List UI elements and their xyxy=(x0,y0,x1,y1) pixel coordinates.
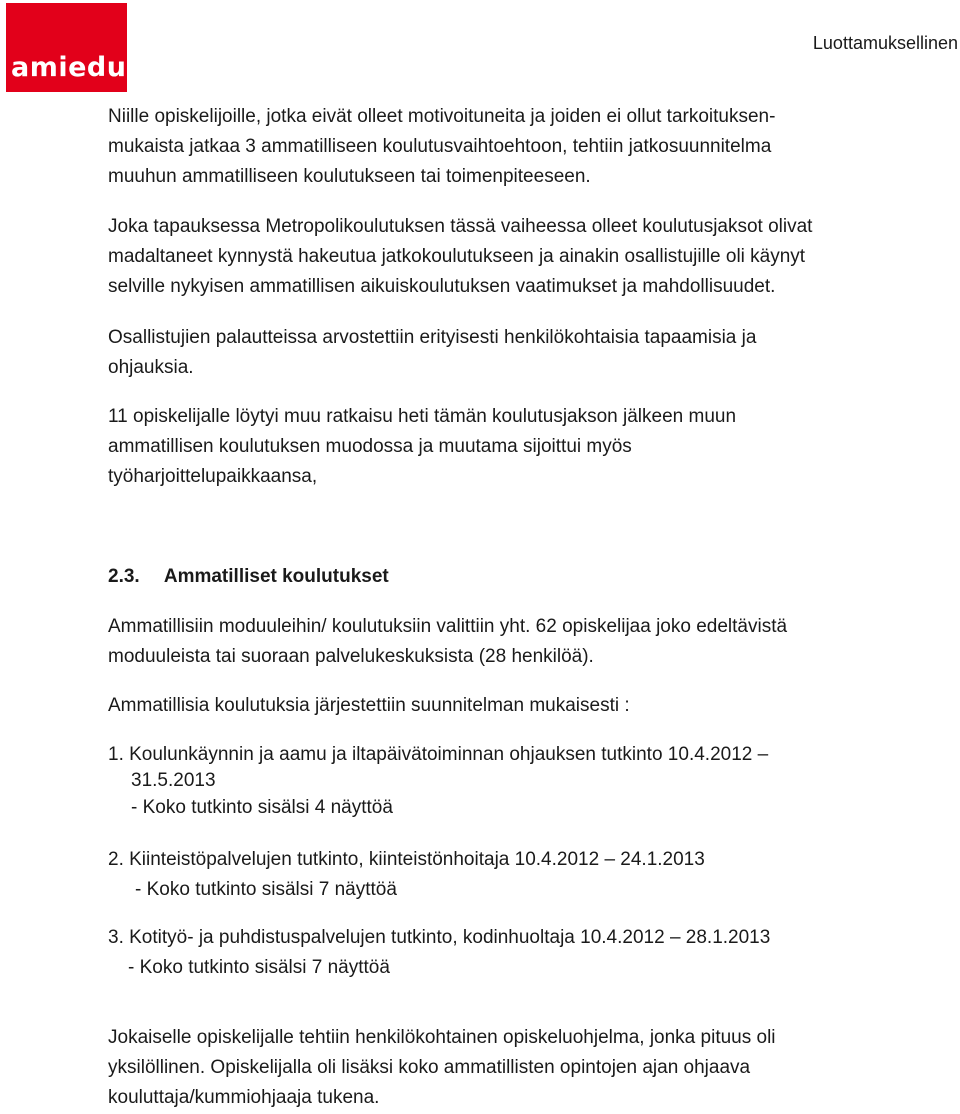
amiedu-logo xyxy=(6,3,127,92)
text-line: Osallistujien palautteissa arvostettiin erityisesti henkilökohtaisia tapaamisia ja xyxy=(108,327,757,348)
text-line: yksilöllinen. Opiskelijalla oli lisäksi koko ammatillisten opintojen ajan ohjaava xyxy=(108,1057,751,1078)
text-line: moduuleista tai suoraan palvelukeskuksista (28 henkilöä). xyxy=(108,646,594,667)
text-line: selville nykyisen ammatillisen aikuiskoulutuksen vaatimukset ja mahdollisuudet. xyxy=(108,276,776,297)
text-line: Ammatillisiin moduuleihin/ koulutuksiin valittiin yht. 62 opiskelijaa joko edeltävistä xyxy=(108,616,788,637)
list-item-2 xyxy=(108,845,705,905)
paragraph-1 xyxy=(108,102,775,192)
paragraph-6 xyxy=(108,691,630,721)
text-line: muuhun ammatilliseen koulutukseen tai toimenpiteeseen. xyxy=(108,166,591,187)
logo-text: amiedu xyxy=(11,52,127,83)
text-line: Joka tapauksessa Metropolikoulutuksen tässä vaiheessa olleet koulutusjaksot olivat xyxy=(108,216,813,237)
classification-label: Luottamuksellinen xyxy=(812,33,958,53)
list-item-title: 3. Kotityö- ja puhdistuspalvelujen tutkinto, kodinhuoltaja 10.4.2012 – 28.1.2013 xyxy=(108,927,771,948)
text-line: ohjauksia. xyxy=(108,357,194,378)
text-line: Niille opiskelijoille, jotka eivät olleet motivoituneita ja joiden ei ollut tarkoituksen- xyxy=(108,106,776,127)
list-item-detail: - Koko tutkinto sisälsi 4 näyttöä xyxy=(131,797,393,818)
paragraph-5 xyxy=(108,612,787,672)
list-item-continuation: 31.5.2013 xyxy=(131,770,216,791)
text-line: kouluttaja/kummiohjaaja tukena. xyxy=(108,1087,380,1108)
section-title: Ammatilliset koulutukset xyxy=(163,566,389,587)
text-line: 11 opiskelijalle löytyi muu ratkaisu heti tämän koulutusjakson jälkeen muun xyxy=(108,406,737,427)
text-line: Ammatillisia koulutuksia järjestettiin suunnitelman mukaisesti : xyxy=(108,695,630,716)
text-line: työharjoittelupaikkaansa, xyxy=(108,466,318,487)
text-line: Jokaiselle opiskelijalle tehtiin henkilökohtainen opiskeluohjelma, jonka pituus oli xyxy=(108,1027,776,1048)
list-item-detail: - Koko tutkinto sisälsi 7 näyttöä xyxy=(135,879,397,900)
list-item-detail: - Koko tutkinto sisälsi 7 näyttöä xyxy=(128,957,390,978)
section-number: 2.3. xyxy=(108,566,140,587)
text-line: madaltaneet kynnystä hakeutua jatkokoulutukseen ja ainakin osallistujille oli käynyt xyxy=(108,246,806,267)
list-item-1 xyxy=(108,740,768,823)
list-item-title: 2. Kiinteistöpalvelujen tutkinto, kiinteistönhoitaja 10.4.2012 – 24.1.2013 xyxy=(108,849,705,870)
text-line: ammatillisen koulutuksen muodossa ja muutama sijoittui myös xyxy=(108,436,632,457)
list-item-3 xyxy=(108,923,770,983)
paragraph-2 xyxy=(108,212,812,302)
closing-paragraph xyxy=(108,1023,776,1113)
list-item-title: 1. Koulunkäynnin ja aamu ja iltapäivätoiminnan ohjauksen tutkinto 10.4.2012 – xyxy=(108,744,769,765)
section-heading xyxy=(108,562,389,592)
text-line: mukaista jatkaa 3 ammatilliseen koulutusvaihtoehtoon, tehtiin jatkosuunnitelma xyxy=(108,136,772,157)
paragraph-3 xyxy=(108,323,756,383)
paragraph-4 xyxy=(108,402,736,492)
